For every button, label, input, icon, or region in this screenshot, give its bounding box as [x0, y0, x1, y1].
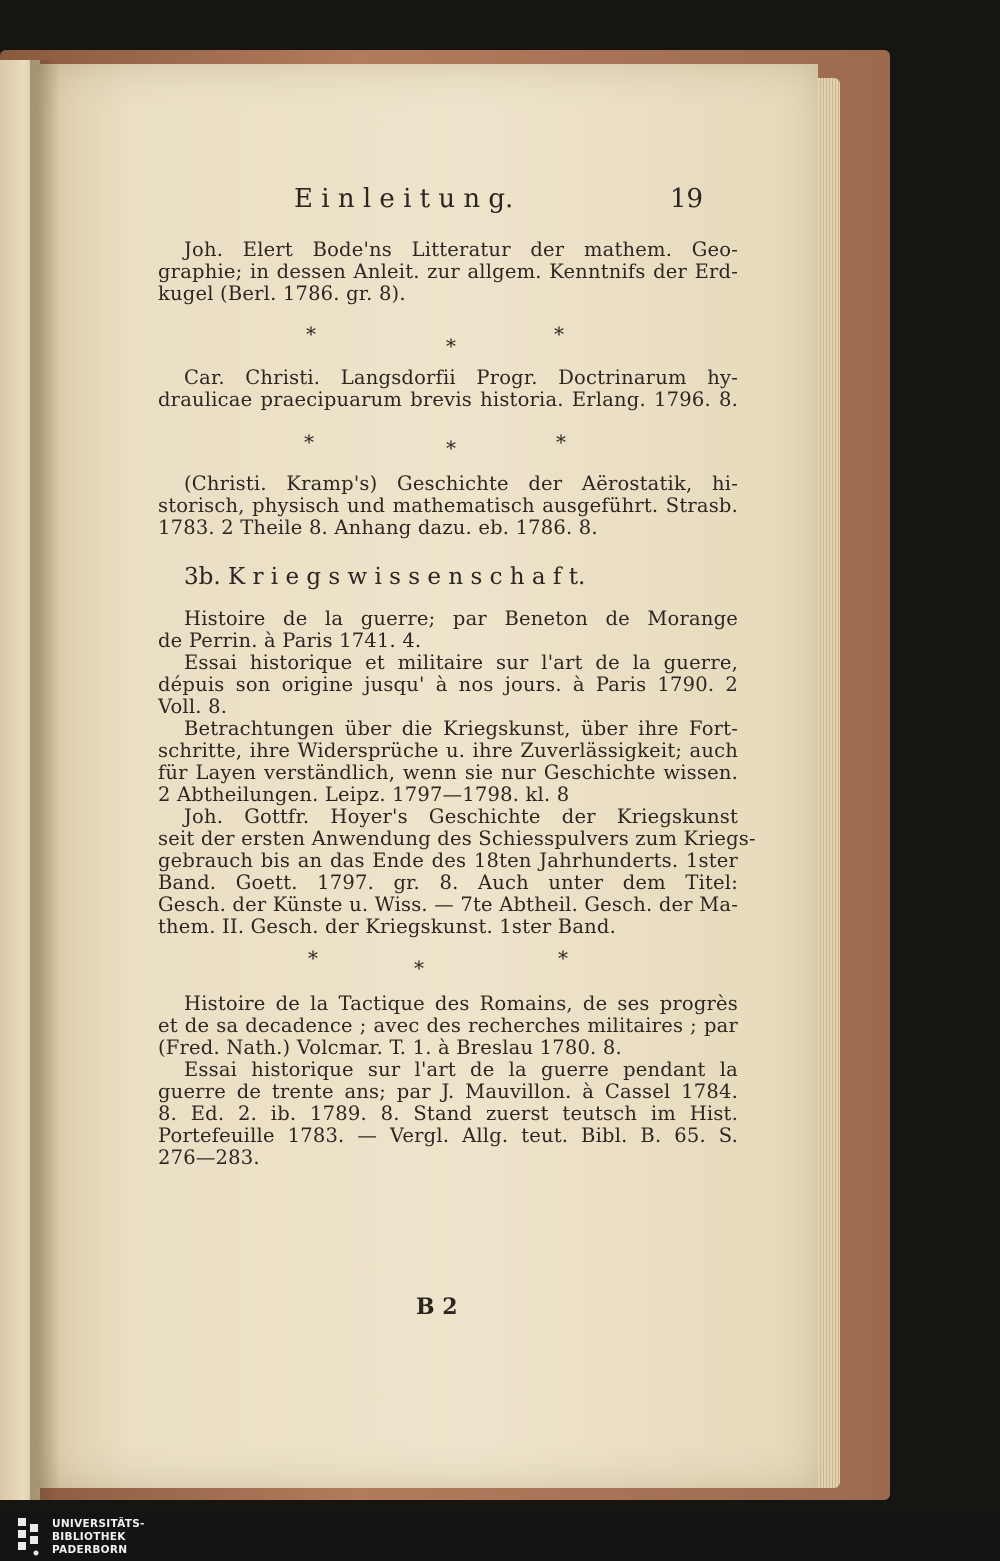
separator-star: *	[554, 322, 564, 346]
page-gutter-shadow	[30, 60, 60, 1500]
separator-star: *	[558, 946, 568, 970]
page-number: 19	[670, 184, 704, 214]
separator-stars	[158, 430, 738, 470]
entry-line: seit der ersten Anwendung des Schiesspulvers zum Kriegs-	[158, 827, 756, 850]
section-heading: 3b. K r i e g s w i s s e n s c h a f t.	[184, 564, 586, 590]
entry-line: storisch, physisch und mathematisch ausgeführt. Strasb.	[158, 494, 738, 517]
entry-line: (Fred. Nath.) Volcmar. T. 1. à Breslau 1780. 8.	[158, 1036, 622, 1059]
entry-line: dépuis son origine jusqu' à nos jours. à Paris 1790. 2	[158, 673, 738, 696]
entry-line: Band. Goett. 1797. gr. 8. Auch unter dem Titel:	[158, 871, 738, 894]
entry-line: Gesch. der Künste u. Wiss. — 7te Abtheil. Gesch. der Ma-	[158, 893, 738, 916]
entry-line: 276—283.	[158, 1146, 260, 1169]
entry-line: Histoire de la Tactique des Romains, de ses progrès	[184, 992, 738, 1015]
entry-line: (Christi. Kramp's) Geschichte der Aërostatik, hi-	[184, 472, 738, 495]
separator-stars	[158, 946, 738, 986]
library-logo-icon	[16, 1514, 44, 1558]
entry-line: draulicae praecipuarum brevis historia. Erlang. 1796. 8.	[158, 388, 738, 411]
running-title: E i n l e i t u n g.	[294, 184, 514, 214]
entry-line: Joh. Elert Bode'ns Litteratur der mathem. Geo-	[184, 238, 738, 261]
separator-star: *	[556, 430, 566, 454]
separator-star: *	[446, 334, 456, 358]
logo-text-line: PADERBORN	[52, 1544, 128, 1556]
entry-line: Portefeuille 1783. — Vergl. Allg. teut. Bibl. B. 65. S.	[158, 1124, 738, 1147]
entry-line: de Perrin. à Paris 1741. 4.	[158, 629, 422, 652]
entry-line: Joh. Gottfr. Hoyer's Geschichte der Kriegskunst	[184, 805, 738, 828]
entry-line: gebrauch bis an das Ende des 18ten Jahrhunderts. 1ster	[158, 849, 738, 872]
book-page	[38, 64, 818, 1488]
entry-line: Essai historique et militaire sur l'art de la guerre,	[184, 651, 738, 674]
entry-line: schritte, ihre Widersprüche u. ihre Zuverlässigkeit; auch	[158, 739, 738, 762]
separator-star: *	[306, 322, 316, 346]
entry-line: Betrachtungen über die Kriegskunst, über ihre Fort-	[184, 717, 738, 740]
entry-line: Histoire de la guerre; par Beneton de Morange	[184, 607, 738, 630]
logo-text-line: UNIVERSITÄTS-	[52, 1518, 145, 1530]
library-footer-bar	[0, 1512, 1000, 1561]
entry-line: guerre de trente ans; par J. Mauvillon. à Cassel 1784.	[158, 1080, 738, 1103]
logo-text-line: BIBLIOTHEK	[52, 1531, 126, 1543]
entry-line: 1783. 2 Theile 8. Anhang dazu. eb. 1786. 8.	[158, 516, 598, 539]
entry-line: kugel (Berl. 1786. gr. 8).	[158, 282, 406, 305]
entry-line: Essai historique sur l'art de la guerre pendant la	[184, 1058, 738, 1081]
separator-star: *	[308, 946, 318, 970]
signature-mark: B 2	[416, 1294, 458, 1320]
separator-star: *	[414, 956, 424, 980]
entry-line: Car. Christi. Langsdorfii Progr. Doctrinarum hy-	[184, 366, 738, 389]
entry-line: graphie; in dessen Anleit. zur allgem. Kenntnifs der Erd-	[158, 260, 738, 283]
entry-line: Voll. 8.	[158, 695, 228, 718]
separator-stars	[158, 322, 738, 362]
entry-line: et de sa decadence ; avec des recherches militaires ; par	[158, 1014, 738, 1037]
entry-line: 2 Abtheilungen. Leipz. 1797—1798. kl. 8	[158, 783, 570, 806]
entry-line: 8. Ed. 2. ib. 1789. 8. Stand zuerst teutsch im Hist.	[158, 1102, 738, 1125]
separator-star: *	[304, 430, 314, 454]
separator-star: *	[446, 436, 456, 460]
entry-line: für Layen verständlich, wenn sie nur Geschichte wissen.	[158, 761, 738, 784]
entry-line: them. II. Gesch. der Kriegskunst. 1ster Band.	[158, 915, 617, 938]
